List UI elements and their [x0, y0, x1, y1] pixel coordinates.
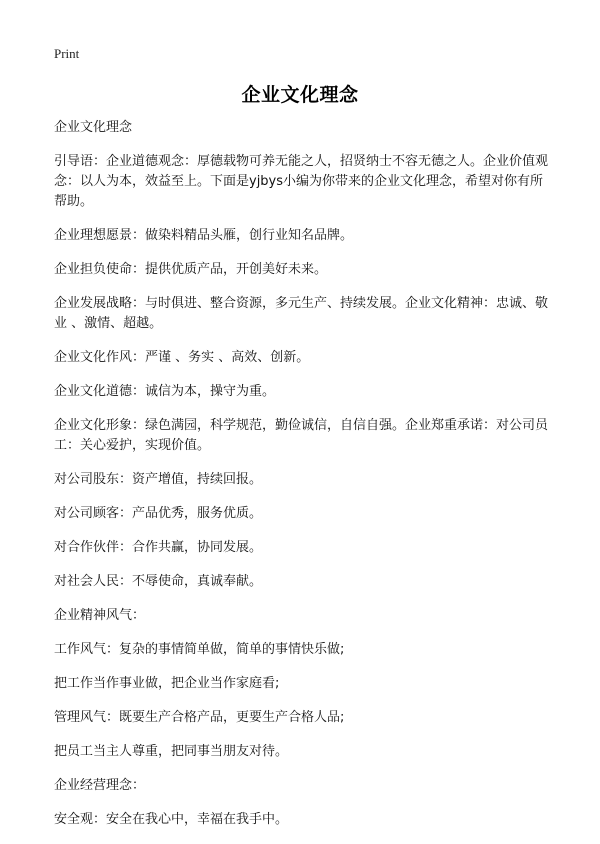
paragraph-strategy: 企业发展战略：与时俱进、整合资源，多元生产、持续发展。企业文化精神：忠诚、敬业 、激情、超越。	[54, 296, 549, 331]
paragraph-management-ethos: 管理风气：既要生产合格产品，更要生产合格人品;	[54, 710, 345, 725]
paragraph-society: 对社会人民：不辱使命，真诚奉献。	[54, 574, 263, 589]
paragraph-partners: 对合作伙伴：合作共赢，协同发展。	[54, 540, 263, 555]
paragraph-ethics: 企业文化道德：诚信为本，操守为重。	[54, 384, 276, 399]
paragraph-mission: 企业担负使命：提供优质产品，开创美好未来。	[54, 262, 328, 277]
paragraph-respect-staff: 把员工当主人尊重，把同事当朋友对待。	[54, 744, 289, 759]
paragraph-work-as-career: 把工作当作事业做，把企业当作家庭看;	[54, 676, 280, 691]
paragraph-safety: 安全观：安全在我心中，幸福在我手中。	[54, 812, 289, 827]
paragraph-heading: 企业文化理念	[54, 120, 133, 135]
page-title: 企业文化理念	[241, 84, 359, 106]
paragraph-style: 企业文化作风：严谨 、务实 、高效、创新。	[54, 350, 310, 365]
paragraph-work-ethos: 工作风气：复杂的事情简单做，简单的事情快乐做;	[54, 642, 345, 657]
paragraph-image: 企业文化形象：绿色满园，科学规范，勤俭诚信，自信自强。企业郑重承诺：对公司员工：关心爱护，实现价值。	[54, 418, 549, 453]
paragraph-business-heading: 企业经营理念：	[54, 778, 146, 793]
print-link[interactable]: Print	[54, 46, 80, 61]
paragraph-vision: 企业理想愿景：做染料精品头雁，创行业知名品牌。	[54, 228, 354, 243]
paragraph-customers: 对公司顾客：产品优秀，服务优质。	[54, 506, 263, 521]
paragraph-intro: 引导语：企业道德观念：厚德载物可养无能之人，招贤纳士不容无德之人。企业价值观念：以人为本，效益至上。下面是yjbys小编为你带来的企业文化理念，希望对你有所帮助。	[54, 154, 549, 209]
document-body	[54, 118, 556, 844]
paragraph-spirit-heading: 企业精神风气：	[54, 608, 146, 623]
paragraph-shareholders: 对公司股东：资产增值，持续回报。	[54, 472, 263, 487]
